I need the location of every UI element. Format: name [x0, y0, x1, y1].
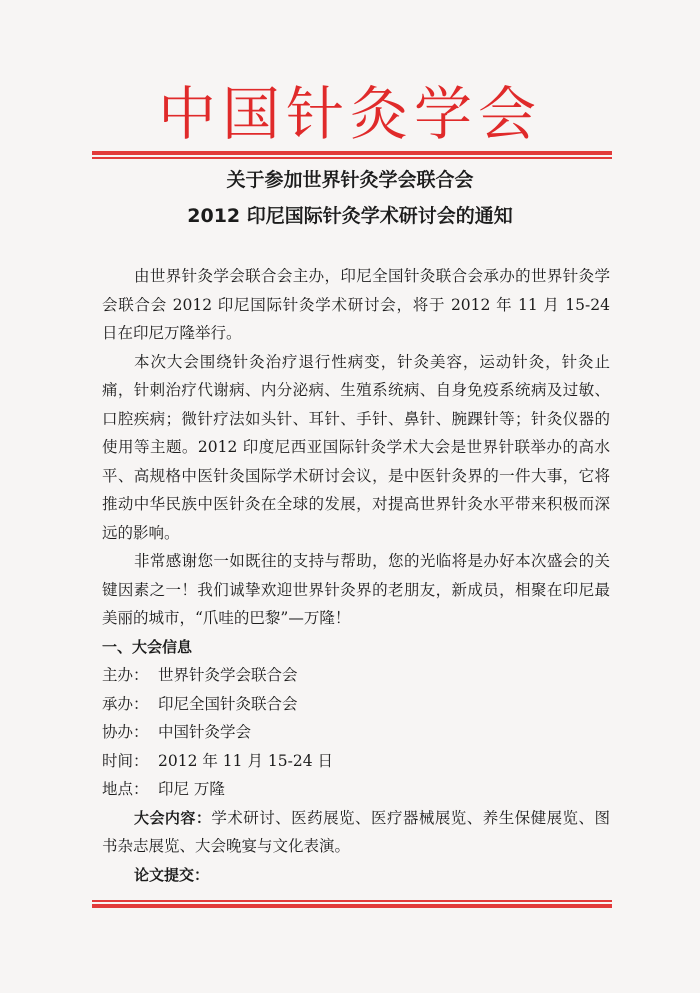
- rule-thin-line: [92, 900, 612, 902]
- info-line-host: [102, 661, 610, 690]
- conference-content: [102, 804, 610, 861]
- info-label: 承办：: [102, 694, 149, 713]
- info-line-organizer: [102, 690, 610, 719]
- info-line-location: [102, 775, 610, 804]
- section-heading-conference-info: 一、大会信息: [102, 637, 193, 656]
- info-line-co-organizer: [102, 718, 610, 747]
- organization-title: 中国针灸学会: [157, 80, 542, 148]
- info-value: 印尼全国针灸联合会: [158, 694, 298, 713]
- conference-content-label: 大会内容：: [134, 808, 212, 827]
- notice-body: [102, 262, 610, 889]
- info-value: 中国针灸学会: [158, 723, 252, 741]
- paper-submission-label: 论文提交：: [134, 865, 210, 884]
- rule-thick-line: [92, 904, 612, 908]
- info-label: 主办：: [102, 666, 149, 684]
- info-label: 协办：: [102, 723, 149, 741]
- info-value: 印尼 万隆: [158, 780, 225, 798]
- info-value: 世界针灸学会联合会: [158, 666, 298, 684]
- rule-thick-line: [92, 151, 612, 155]
- info-value: 2012 年 11 月 15-24 日: [158, 751, 333, 770]
- notice-title-line-2: 2012 印尼国际针灸学术研讨会的通知: [187, 205, 513, 227]
- paragraph-intro: 由世界针灸学会联合会主办，印尼全国针灸联合会承办的世界针灸学会联合会 2012 印尼国际针灸学术研讨会，将于 2012 年 11 月 15-24 日在印尼万隆举行。: [102, 267, 610, 342]
- info-line-time: [102, 747, 610, 776]
- notice-title-line-1: 关于参加世界针灸学会联合会: [226, 169, 474, 191]
- paragraph-topics: 本次大会围绕针灸治疗退行性病变，针灸美容，运动针灸，针灸止痛，针刺治疗代谢病、内分泌病、生殖系统病、自身免疫系统病及过敏、口腔疾病；微针疗法如头针、耳针、手针、鼻针、腕踝针等；针灸仪器的使用等主题。2012 印度尼西亚国际针灸学术大会是世界针联举办的高水平、高规格中医针灸国际学术研讨会议，是中医针灸界的一件大事，它将推动中华民族中医针灸在全球的发展，对提高世界针灸水平带来积极而深远的影响。: [102, 352, 610, 542]
- rule-thin-line: [92, 157, 612, 159]
- info-label: 地点：: [102, 780, 149, 798]
- top-red-rule: [92, 151, 612, 159]
- paper-submission: [102, 861, 610, 890]
- bottom-red-rule: [92, 900, 612, 908]
- paragraph-thanks: 非常感谢您一如既往的支持与帮助，您的光临将是办好本次盛会的关键因素之一！我们诚挚欢迎世界针灸界的老朋友，新成员，相聚在印尼最美丽的城市，“爪哇的巴黎”—万隆！: [102, 552, 610, 627]
- info-label: 时间：: [102, 751, 149, 770]
- conference-content-text: 学术研讨、医药展览、医疗器械展览、养生保健展览、图书杂志展览、大会晚宴与文化表演。: [102, 808, 610, 855]
